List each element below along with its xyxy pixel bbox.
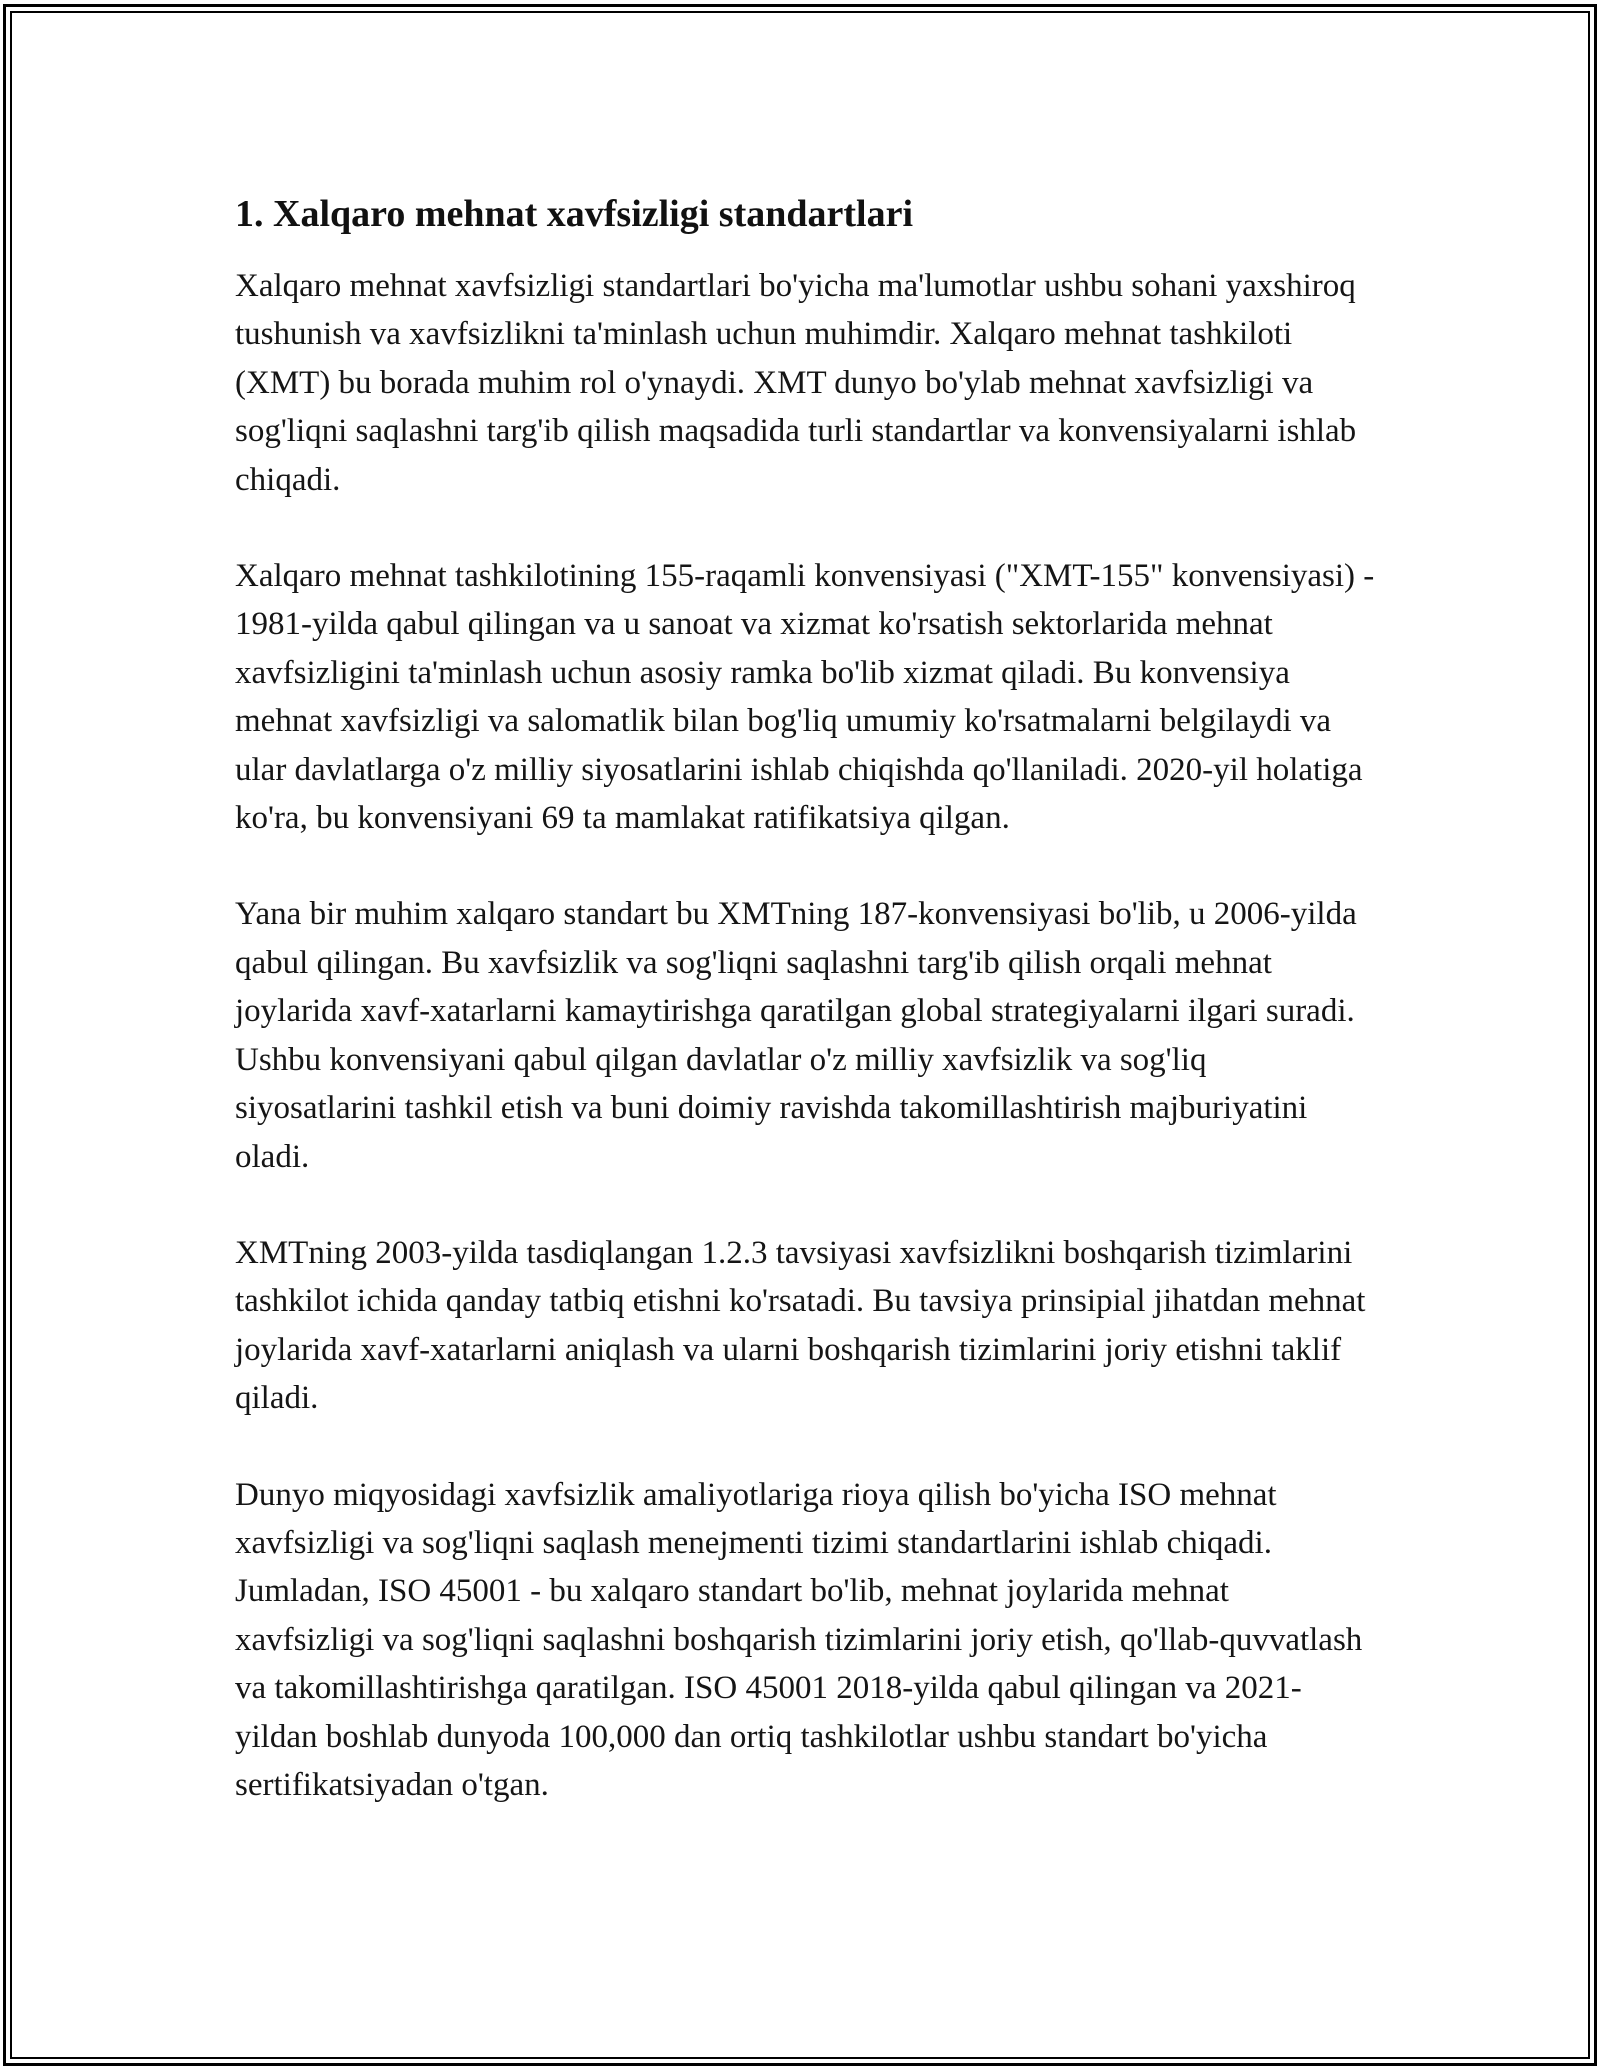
- paragraph-convention-155: Xalqaro mehnat tashkilotining 155-raqamli konvensiyasi ("XMT-155" konvensiyasi) - 1981-yilda qabul qilingan va u sanoat va xizmat ko'rsatish sektorlarida mehnat xavfsizligini ta'minlash uchun asosiy ramka bo'lib xizmat qiladi. Bu konvensiya mehnat xavfsizligi va salomatlik bilan bog'liq umumiy ko'rsatmalarni belgilaydi va ular davlatlarga o'z milliy siyosatlarini ishlab chiqishda qo'llaniladi. 2020-yil holatiga ko'ra, bu konvensiyani 69 ta mamlakat ratifikatsiya qilgan.: [235, 558, 1375, 837]
- section-heading: 1. Xalqaro mehnat xavfsizligi standartlari: [235, 193, 914, 235]
- document-body: [235, 186, 1375, 1857]
- paragraph-iso-45001: Dunyo miqyosidagi xavfsizlik amaliyotlariga rioya qilish bo'yicha ISO mehnat xavfsizligi va sog'liqni saqlash menejmenti tizimi standartlarini ishlab chiqadi. Jumladan, ISO 45001 - bu xalqaro standart bo'lib, mehnat joylarida mehnat xavfsizligi va sog'liqni saqlashni boshqarish tizimlarini joriy etish, qo'llab-quvvatlash va takomillashtirishga qaratilgan. ISO 45001 2018-yilda qabul qilingan va 2021-yildan boshlab dunyoda 100,000 dan ortiq tashkilotlar ushbu standart bo'yicha sertifikatsiyadan o'tgan.: [235, 1476, 1363, 1803]
- paragraph-recommendation: XMTning 2003-yilda tasdiqlangan 1.2.3 tavsiyasi xavfsizlikni boshqarish tizimlarini tashkilot ichida qanday tatbiq etishni ko'rsatadi. Bu tavsiya prinsipial jihatdan mehnat joylarida xavf-xatarlarni aniqlash va ularni boshqarish tizimlarini joriy etishni taklif qiladi.: [235, 1234, 1366, 1417]
- paragraph-intro: Xalqaro mehnat xavfsizligi standartlari bo'yicha ma'lumotlar ushbu sohani yaxshiroq tushunish va xavfsizlikni ta'minlash uchun muhimdir. Xalqaro mehnat tashkiloti (XMT) bu borada muhim rol o'ynaydi. XMT dunyo bo'ylab mehnat xavfsizligi va sog'liqni saqlashni targ'ib qilish maqsadida turli standartlar va konvensiyalarni ishlab chiqadi.: [235, 268, 1357, 498]
- paragraph-convention-187: Yana bir muhim xalqaro standart bu XMTning 187-konvensiyasi bo'lib, u 2006-yilda qabul qilingan. Bu xavfsizlik va sog'liqni saqlashni targ'ib qilish orqali mehnat joylarida xavf-xatarlarni kamaytirishga qaratilgan global strategiyalarni ilgari suradi. Ushbu konvensiyani qabul qilgan davlatlar o'z milliy xavfsizlik va sog'liq siyosatlarini tashkil etish va buni doimiy ravishda takomillashtirish majburiyatini oladi.: [235, 896, 1357, 1175]
